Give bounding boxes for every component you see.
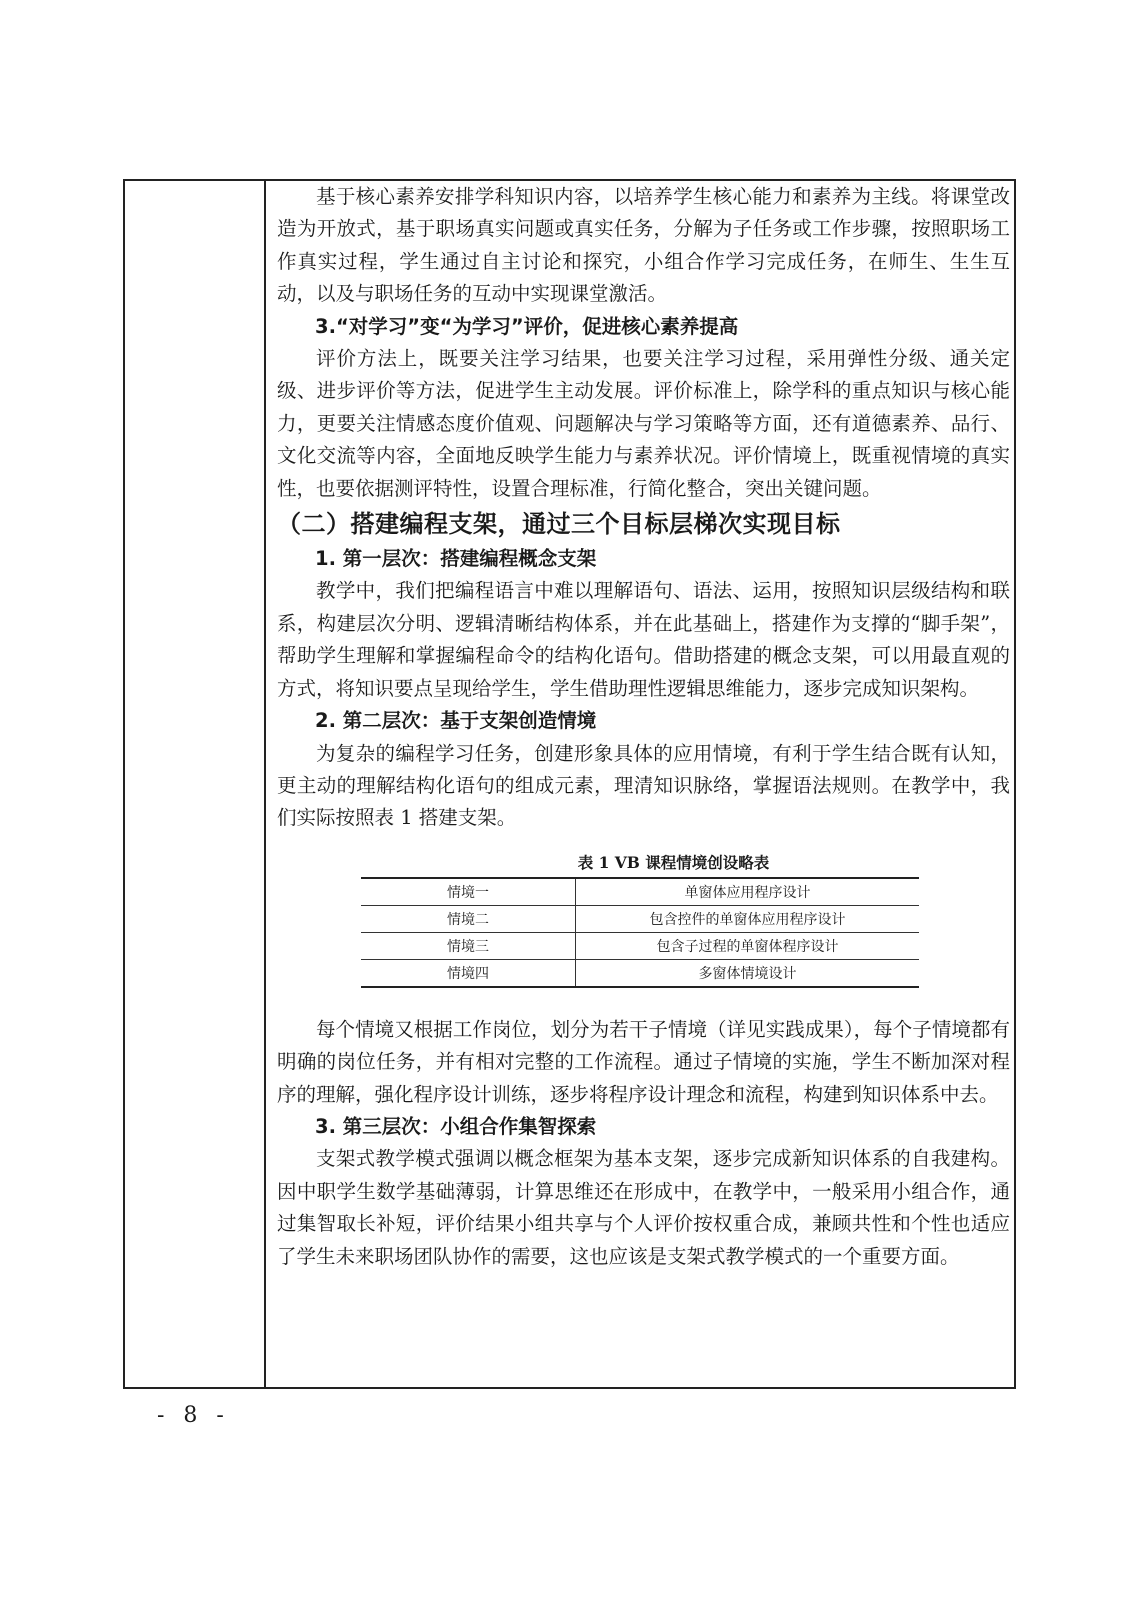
heading-level-one: 1. 第一层次：搭建编程概念支架: [315, 547, 597, 571]
scenario-name: 情境四: [361, 959, 576, 987]
column-divider: [264, 181, 266, 1387]
heading-level-three: 3. 第三层次：小组合作集智探索: [315, 1114, 597, 1138]
scenario-name: 情境一: [361, 878, 576, 906]
paragraph-sub-scenarios: 每个情境又根据工作岗位，划分为若干子情境（详见实践成果），每个子情境都有明确的岗位任务，并有相对完整的工作流程。通过子情境的实施，学生不断加深对程序的理解，强化程序设计训练，逐步将程序设计理念和流程，构建到知识体系中去。: [277, 1017, 1010, 1106]
table-row: [361, 932, 919, 959]
table-caption: 表 1 VB 课程情境创设略表: [577, 852, 770, 872]
content-cell: [277, 181, 1010, 1273]
heading-level-two: 2. 第二层次：基于支架创造情境: [315, 709, 597, 733]
paragraph-level-three: 支架式教学模式强调以概念框架为基本支架，逐步完成新知识体系的自我建构。因中职学生数学基础薄弱，计算思维还在形成中，在教学中，一般采用小组合作，通过集智取长补短，评价结果小组共享与个人评价按权重合成，兼顾共性和个性也适应了学生未来职场团队协作的需要，这也应该是支架式教学模式的一个重要方面。: [277, 1147, 1010, 1268]
paragraph-core-literacy: 基于核心素养安排学科知识内容，以培养学生核心能力和素养为主线。将课堂改造为开放式，基于职场真实问题或真实任务，分解为子任务或工作步骤，按照职场工作真实过程，学生通过自主讨论和探究，小组合作学习完成任务，在师生、生生互动，以及与职场任务的互动中实现课堂激活。: [277, 185, 1010, 306]
scenario-name: 情境二: [361, 905, 576, 932]
table-row: [361, 878, 919, 906]
scenario-description: 包含子过程的单窗体程序设计: [576, 932, 920, 959]
paragraph-evaluation: 评价方法上，既要关注学习结果，也要关注学习过程，采用弹性分级、通关定级、进步评价等方法，促进学生主动发展。评价标准上，除学科的重点知识与核心能力，更要关注情感态度价值观、问题解决与学习策略等方面，还有道德素养、品行、文化交流等内容，全面地反映学生能力与素养状况。评价情境上，既重视情境的真实性，也要依据测评特性，设置合理标准，行简化整合，突出关键问题。: [277, 347, 1010, 500]
table-row: [361, 959, 919, 987]
table-row: [361, 905, 919, 932]
heading-evaluation: 3.“对学习”变“为学习”评价，促进核心素养提高: [315, 314, 739, 338]
scenario-name: 情境三: [361, 932, 576, 959]
scenario-description: 多窗体情境设计: [576, 959, 920, 987]
scenario-description: 单窗体应用程序设计: [576, 878, 920, 906]
scenario-table: [361, 877, 919, 988]
scenario-description: 包含控件的单窗体应用程序设计: [576, 905, 920, 932]
section-heading-scaffold: （二）搭建编程支架，通过三个目标层梯次实现目标: [277, 510, 841, 539]
page-number: - 8 -: [157, 1403, 230, 1428]
paragraph-level-one: 教学中，我们把编程语言中难以理解语句、语法、运用，按照知识层级结构和联系，构建层次分明、逻辑清晰结构体系，并在此基础上，搭建作为支撑的“脚手架”，帮助学生理解和掌握编程命令的结构化语句。借助搭建的概念支架，可以用最直观的方式，将知识要点呈现给学生，学生借助理性逻辑思维能力，逐步完成知识架构。: [277, 579, 1010, 700]
paragraph-level-two: 为复杂的编程学习任务，创建形象具体的应用情境，有利于学生结合既有认知，更主动的理解结构化语句的组成元素，理清知识脉络，掌握语法规则。在教学中，我们实际按照表 1 搭建支架。: [277, 741, 1010, 830]
